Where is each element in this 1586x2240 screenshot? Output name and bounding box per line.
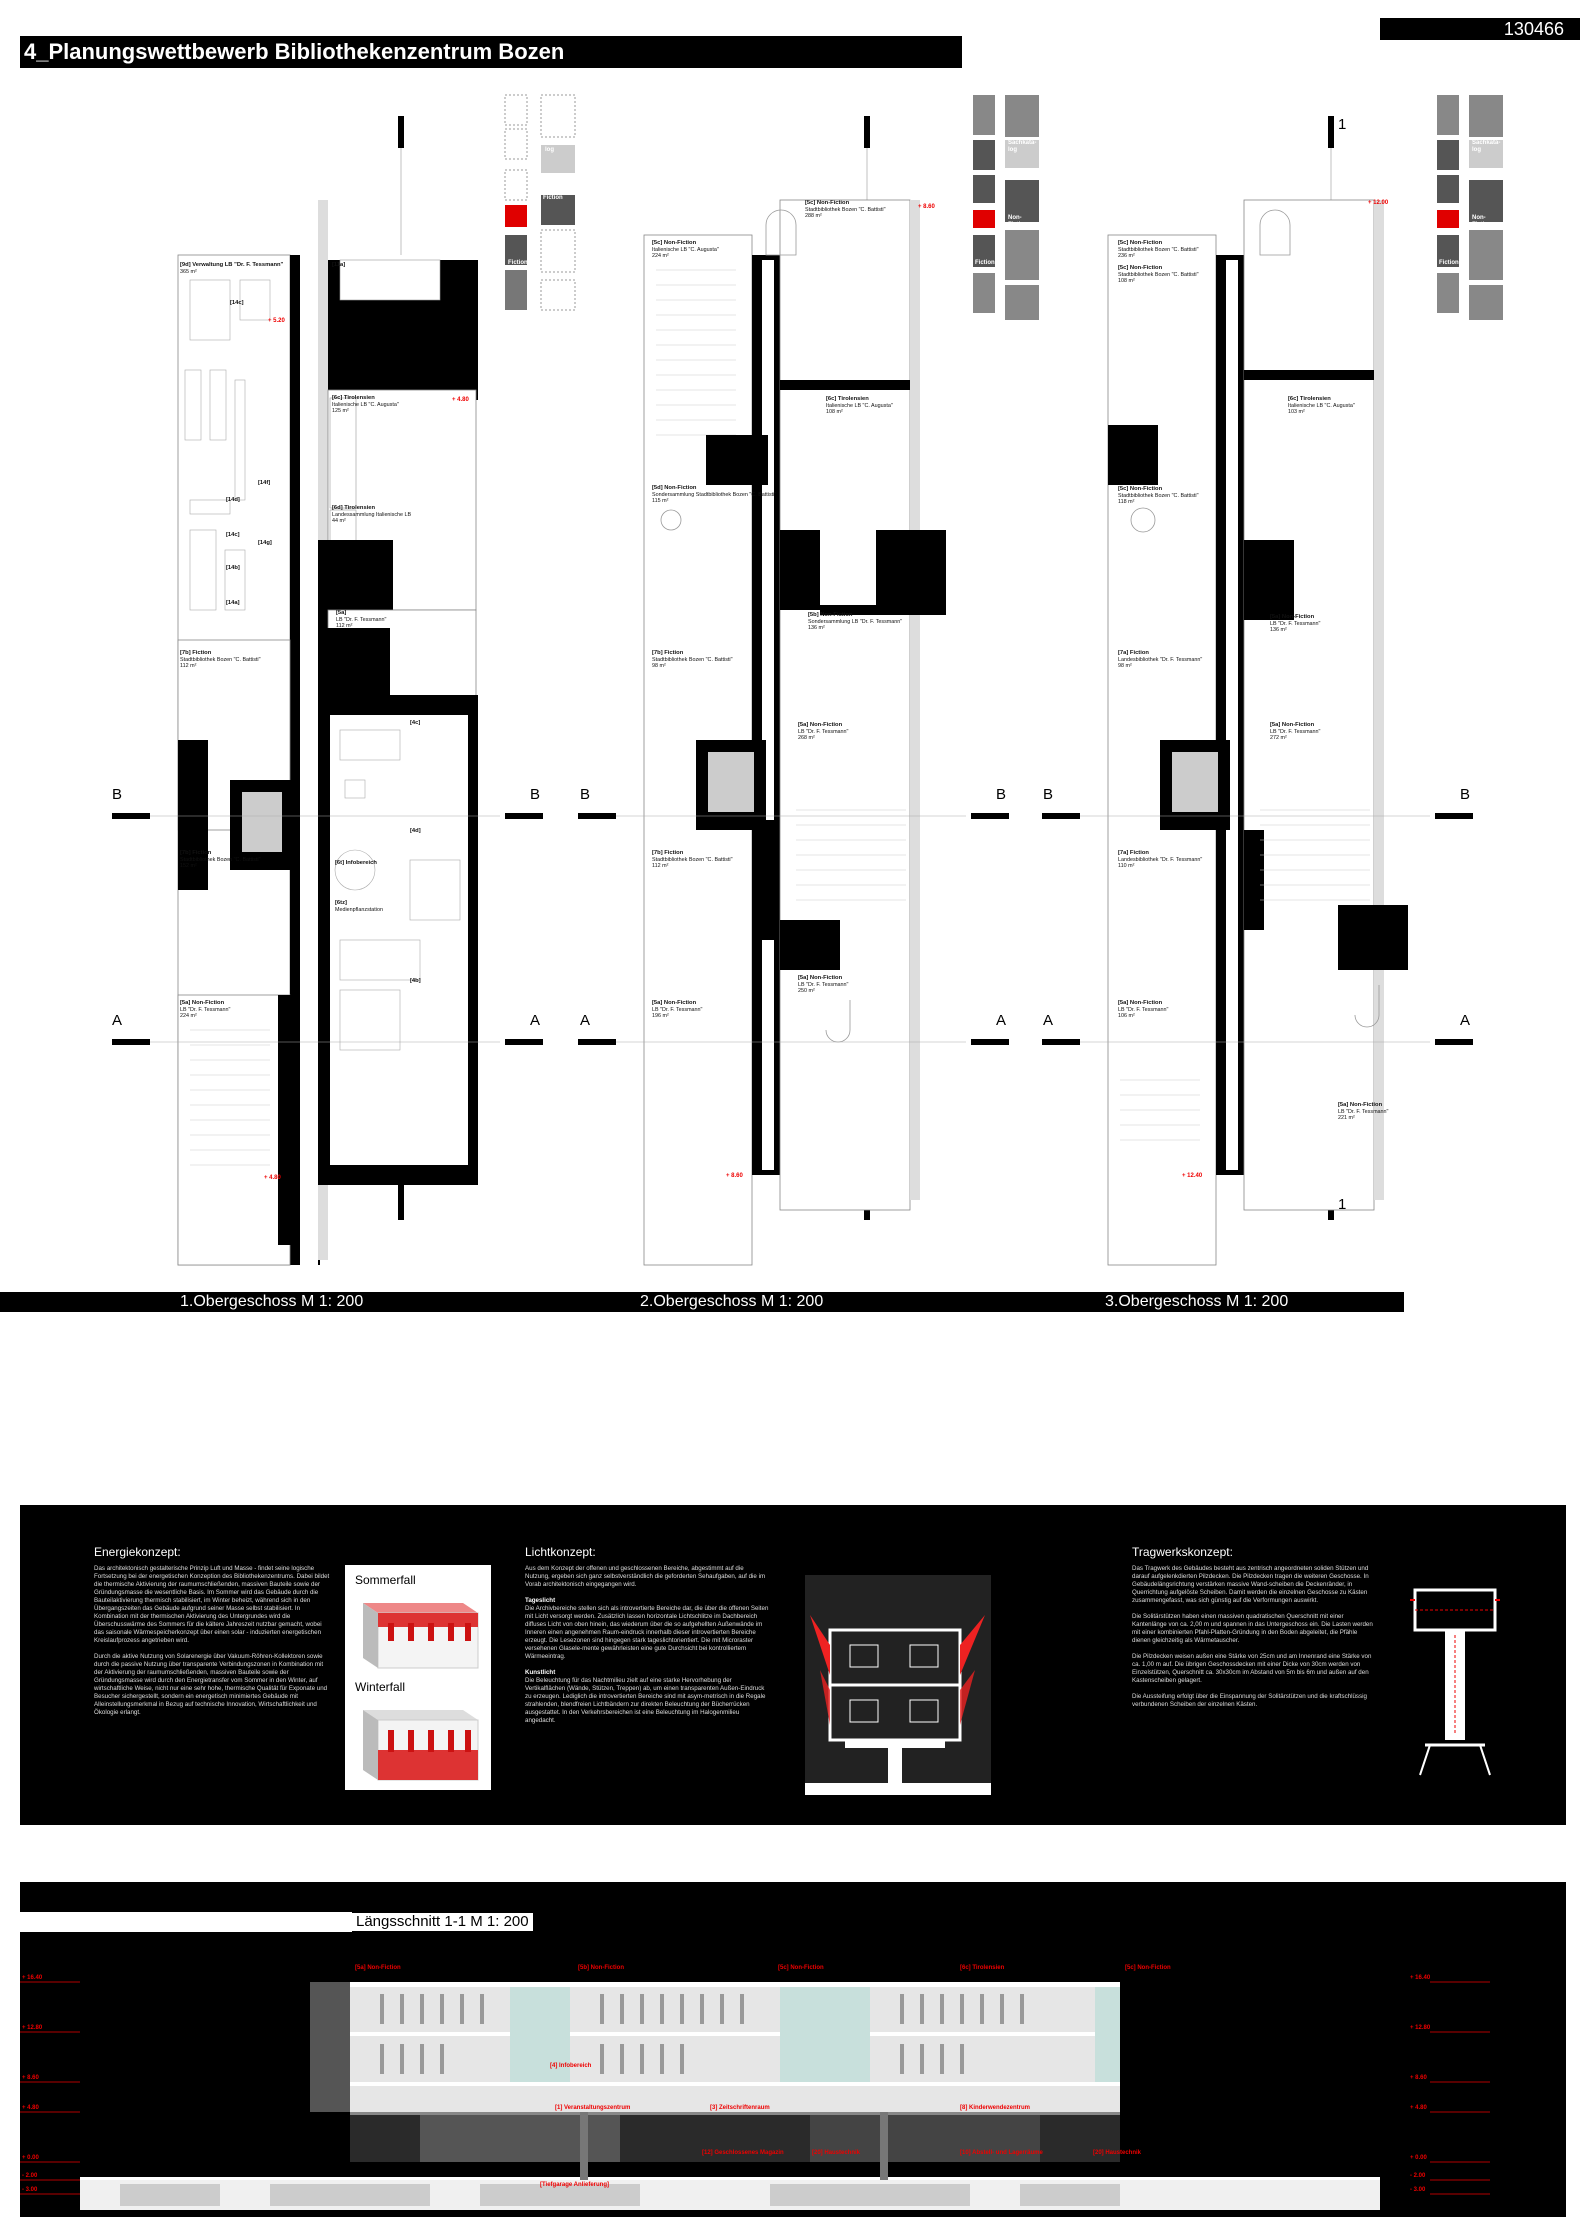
plan1-room-owner: LB "Dr. F. Tessmann" xyxy=(336,616,387,623)
plan1-room-13 xyxy=(410,720,420,727)
plan1-room-7 xyxy=(226,532,240,539)
plan1-room-6 xyxy=(226,497,240,504)
plan1-room-code: [14d] xyxy=(226,497,240,503)
plan2-room-7 xyxy=(652,850,733,870)
plan2-room-6 xyxy=(798,722,848,742)
light-intro: Aus dem Konzept der offenen und geschlossenen Bereiche, abgestimmt auf die Nutzung, ergeben sich ganz selbstverständlich die geforderten Sehaufgaben, auf die im Vorab architektonisch eingegangen wird. xyxy=(525,1565,766,1588)
plan3-room-6 xyxy=(1270,722,1320,742)
energy-text-p2: Durch die aktive Nutzung von Solarenergie über Vakuum-Röhren-Kollektoren sowie durch die passive Nutzung über transparente Verbindungszonen in Kombination mit der Aktivierung der raumumschließenden, massiven Bauteile sowie der Gründungsmasse wird durch den Energietransfer vom Sommer in den Winter, auf wirtschaftliche Weise, nicht nur eine sehr hohe, thermische Qualität für Exponate und Besucher sichergestellt, sondern ein energetisch minimiertes Gebäude mit Alleinstellungsmerkmal in Bezug auf technische Innovation, Wirtschaftlichkeit und Ökologie erlangt. xyxy=(94,1653,328,1716)
section-a-mark-right xyxy=(505,1039,543,1045)
section-b-mark-left xyxy=(112,813,150,819)
plan1-room-code: [14c] xyxy=(230,300,244,306)
captions-bar xyxy=(0,1292,1404,1312)
plan2-room-owner: Sondersammlung LB "Dr. F. Tessmann" xyxy=(808,618,903,625)
axis-1-bottom-mark xyxy=(398,1180,404,1220)
section-room-label: [5c] Non-Fiction xyxy=(1125,1965,1171,1971)
plan3-room-owner: Landesbibliothek "Dr. F. Tessmann" xyxy=(1118,656,1203,663)
plan3-room-5 xyxy=(1118,650,1202,670)
plan3-room-code: [5a] Non-Fiction xyxy=(1118,1000,1163,1006)
plan3-room-owner: LB "Dr. F. Tessmann" xyxy=(1338,1108,1389,1115)
section-title-bar xyxy=(352,1912,1566,1932)
winter-diagram xyxy=(353,1700,483,1785)
plan1-room-16 xyxy=(335,860,377,867)
plan2-room-code: [5c] Non-Fiction xyxy=(805,200,850,206)
structure-p3: Die Pilzdecken weisen außen eine Stärke von 25cm und am Innenrand eine Stärke von ca. 1,00 m auf. Die übrigen Geschossdecken mit einer Dicke von 30cm werden von Einzelstützen, Querschnitt ca. 30x30cm im Abstand von 5m bis 6m und außen auf den Kastenscheiben gelagert. xyxy=(1132,1653,1372,1684)
plan1-room-code: [14b] xyxy=(226,565,240,571)
section-level-left: + 8.60 xyxy=(22,2075,39,2081)
energy-text xyxy=(94,1565,330,1717)
legend1-fiction: Fiction xyxy=(508,260,528,266)
light-section-diagram xyxy=(805,1575,991,1795)
section-room-label: [10] Abstell- und Lagerräume xyxy=(960,2150,1043,2156)
plan2-room-owner: LB "Dr. F. Tessmann" xyxy=(652,1006,703,1013)
plan-1 xyxy=(112,116,543,1265)
plan3-level-bottom: + 12.40 xyxy=(1182,1173,1203,1179)
section-room-label: [5c] Non-Fiction xyxy=(778,1965,824,1971)
plan1-room-area: 152 m² xyxy=(180,863,197,869)
energy-text-p1: Das architektonisch gestalterische Prinzip Luft und Masse - findet seine logische Fortsetzung bei der energetischen Konzeption des Bibliothekenzentrums. Dabei bildet die thermische Aktivierung der raumumschließenden, massiven Bauteile sowie der Gründungsmasse die wesentliche Basis. Im Sommer wird das Gebäude durch die Bauteilaktivierung thermisch stabilisiert, im Winter beheizt, während sich in den Übergangszeiten das Gebäude aufgrund seiner Masse selbst stabilisiert. In Kombination mit der thermischen Aktivierung des Untergrundes wird die Überschusswärme des Sommers für die kältere Jahreszeit nutzbar gemacht, wobei das saisonale Wärmespeicherkonzept über einen solar - induzierten energetischen Kreislaufprozess angetrieben wird. xyxy=(94,1565,330,1644)
section-room-label: [Tiefgarage Anlieferung] xyxy=(540,2182,610,2188)
section-room-label: [8] Kinderwendezentrum xyxy=(960,2105,1031,2111)
plan3-room-area: 108 m² xyxy=(1118,278,1135,284)
plan2-room-code: [5a] Non-Fiction xyxy=(798,975,843,981)
axis-1-bottom: 1 xyxy=(1338,1196,1347,1213)
plan3-room-owner: LB "Dr. F. Tessmann" xyxy=(1118,1006,1169,1013)
plan1-room-code: [11a] xyxy=(332,262,346,268)
artificial-text: Die Beleuchtung für das Nachtmilieu zielt auf eine starke Hervorhebung der Vertikalflächen (Wände, Stützen, Treppen) ab, um einen transparenten Außen-Eindruck zu erzeugen. Lediglich die introvertierten Bereiche sind mit asym-metrisch in die Regale strahlenden, blendfreien Lichtbändern zur direkten Beleuchtung der Bücherrücken ausgestattet. In den Verkehrsbereichen ist eine Beleuchtung im Halogenmilieu angedacht. xyxy=(525,1677,766,1724)
plan1-room-code: [6t] Infobereich xyxy=(335,860,377,866)
legend-plan-1 xyxy=(505,95,575,310)
plan3-room-9 xyxy=(1338,1102,1388,1122)
plan1-room-code: [6tz] xyxy=(335,900,347,906)
plan2-room-5 xyxy=(652,650,733,670)
plan2-room-4 xyxy=(808,612,902,632)
plan2-room-code: [5c] Non-Fiction xyxy=(652,240,697,246)
plan1-room-2 xyxy=(332,262,345,269)
plan2-room-area: 250 m² xyxy=(798,988,815,994)
plan3-room-2 xyxy=(1288,396,1355,416)
plan1-room-18 xyxy=(410,978,421,985)
structure-p1: Das Tragwerk des Gebäudes besteht aus zentrisch angeordneten soliden Stützen und darauf aufgelenkdierten Pilzdecken. Die Pilzdecken tragen die weiteren Geschosse. In Gebäudelängsrichtung verstärken massive Wand-scheiben die Deckenränder, in Querrichtung aufgelöste Scheiben. Damit werden die einzelnen Geschosse zu Kästen zusammengefasst, was sich günstig auf die Verformungen auswirkt. xyxy=(1132,1565,1369,1604)
section-level-right: - 3.00 xyxy=(1410,2187,1426,2193)
legend3-sach: Sachkata- log xyxy=(1472,140,1501,153)
section-level-right: + 8.60 xyxy=(1410,2075,1427,2081)
plan2-room-owner: Italienische LB "C. Augusta" xyxy=(826,402,893,409)
section-top-bar xyxy=(20,1882,1566,1912)
plan1-room-19 xyxy=(180,1000,230,1020)
plan2-room-9 xyxy=(652,1000,702,1020)
longitudinal-section xyxy=(20,1932,1566,2217)
plan3-room-area: 221 m² xyxy=(1338,1115,1355,1121)
section-title: Längsschnitt 1-1 M 1: 200 xyxy=(352,1913,533,1931)
plan2-room-code: [5d] Non-Fiction xyxy=(652,485,697,491)
plan3-room-area: 272 m² xyxy=(1270,735,1287,741)
plan3-room-code: [5c] Non-Fiction xyxy=(1118,265,1163,271)
plan3-room-owner: LB "Dr. F. Tessmann" xyxy=(1270,728,1321,735)
plan1-room-code: [5a] xyxy=(336,610,347,616)
section-level-left: - 3.00 xyxy=(22,2187,38,2193)
plan1-room-code: [4b] xyxy=(410,978,421,984)
legend1-sach: Sachkata- log xyxy=(545,140,574,153)
plan1-room-3 xyxy=(332,395,399,415)
caption-plan-3: 3.Obergeschoss M 1: 200 xyxy=(1105,1293,1289,1310)
section-level-left: + 0.00 xyxy=(22,2155,39,2161)
plan2-room-owner: Stadtbibliothek Bozen "C. Battisti" xyxy=(652,656,733,663)
plan3-room-area: 110 m² xyxy=(1118,863,1135,869)
axis-a-right-2: A xyxy=(996,1012,1007,1029)
daylight-heading: Tageslicht xyxy=(525,1597,556,1604)
plan1-room-code: [14a] xyxy=(226,600,240,606)
section-level-left: + 16.40 xyxy=(22,1975,43,1981)
plan2-room-3 xyxy=(652,485,776,505)
plan1-room-14 xyxy=(410,828,421,835)
plan3-room-area: 106 m² xyxy=(1118,1013,1135,1019)
plan2-room-area: 288 m² xyxy=(805,213,822,219)
axis-b-left-3: B xyxy=(1043,786,1054,803)
concept-panel xyxy=(20,1505,1566,1825)
section-room-label: [20] Haustechnik xyxy=(812,2150,861,2156)
plan2-room-area: 196 m² xyxy=(652,1013,669,1019)
summer-diagram xyxy=(353,1593,483,1673)
plan1-room-owner: Italienische LB "C. Augusta" xyxy=(332,401,399,408)
plan3-room-area: 136 m² xyxy=(1270,627,1287,633)
plan1-room-12 xyxy=(180,650,261,670)
plan1-room-area: 44 m² xyxy=(332,518,346,524)
section-level-right: + 0.00 xyxy=(1410,2155,1427,2161)
plan1-room-10 xyxy=(226,600,240,607)
plan1-room-0 xyxy=(180,262,283,275)
plan3-room-owner: Stadtbibliothek Bozen "C. Battisti" xyxy=(1118,246,1199,253)
plan1-room-code: [4c] xyxy=(410,720,421,726)
plan1-room-owner: Landessammlung Italienische LB xyxy=(332,511,412,518)
page-title: 4_Planungswettbewerb Bibliothekenzentrum Bozen xyxy=(20,36,962,68)
plan3-room-code: [7a] Fiction xyxy=(1118,850,1149,856)
legend2-sach: Sachkata- log xyxy=(1008,140,1037,153)
axis-b-right-3: B xyxy=(1460,786,1471,803)
section-level-left: - 2.00 xyxy=(22,2173,38,2179)
plan1-room-owner: Stadtbibliothek Bozen "C. Battisti" xyxy=(180,656,261,663)
legend2-fiction: Fiction xyxy=(975,260,995,266)
plan1-room-owner: Stadtbibliothek Bozen "C. Battisti" xyxy=(180,856,261,863)
section-room-label: [5b] Non-Fiction xyxy=(578,1965,624,1971)
plan2-level-top: + 8.60 xyxy=(918,204,935,210)
plan2-room-code: [6c] Tirolensien xyxy=(826,396,869,402)
plan3-room-0 xyxy=(1118,240,1199,260)
energy-diagrams xyxy=(345,1565,491,1790)
structure-p4: Die Aussteifung erfolgt über die Einspannung der Solitärstützen und die kraftschlüssig verbundenen Scheiben der einzelnen Kästen. xyxy=(1132,1693,1367,1708)
section-b-mark-right xyxy=(505,813,543,819)
plan2-room-area: 115 m² xyxy=(652,498,669,504)
section-a-mark-left xyxy=(112,1039,150,1045)
legend-plan-3 xyxy=(1437,95,1503,320)
summer-label: Sommerfall xyxy=(355,1573,416,1587)
plan1-room-8 xyxy=(258,540,272,547)
plan1-room-17 xyxy=(335,900,383,913)
axis-1-top: 1 xyxy=(1338,116,1347,133)
plan2-room-owner: LB "Dr. F. Tessmann" xyxy=(798,728,849,735)
plan3-room-area: 103 m² xyxy=(1288,409,1305,415)
plan1-room-code: [4d] xyxy=(410,828,421,834)
plan3-room-code: [5a] Non-Fiction xyxy=(1338,1102,1383,1108)
structure-text xyxy=(1132,1565,1376,1709)
plan2-room-area: 112 m² xyxy=(652,863,669,869)
structure-title: Tragwerkskonzept: xyxy=(1132,1545,1233,1559)
plan3-room-owner: Stadtbibliothek Bozen "C. Battisti" xyxy=(1118,492,1199,499)
plan2-room-0 xyxy=(805,200,886,220)
plan3-room-owner: Italienische LB "C. Augusta" xyxy=(1288,402,1355,409)
section-level-right: - 2.00 xyxy=(1410,2173,1426,2179)
plan1-room-4 xyxy=(332,505,411,525)
axis-a-left-3: A xyxy=(1043,1012,1054,1029)
plan3-room-8 xyxy=(1118,1000,1168,1020)
section-level-left: + 4.80 xyxy=(22,2105,39,2111)
plan3-room-owner: LB "Dr. F. Tessmann" xyxy=(1270,620,1321,627)
plan1-room-area: 125 m² xyxy=(332,408,349,414)
axis-b-left-2: B xyxy=(580,786,591,803)
plan2-room-owner: Stadtbibliothek Bozen "C. Battisti" xyxy=(652,856,733,863)
plan3-room-7 xyxy=(1118,850,1202,870)
section-room-label: [12] Geschlossenes Magazin xyxy=(702,2150,784,2156)
plan2-room-area: 268 m² xyxy=(798,735,815,741)
plan2-room-area: 108 m² xyxy=(826,409,843,415)
plan3-room-owner: Landesbibliothek "Dr. F. Tessmann" xyxy=(1118,856,1203,863)
plan3-room-code: [5a] Non-Fiction xyxy=(1270,722,1315,728)
plan2-room-owner: Stadtbibliothek Bozen "C. Battisti" xyxy=(805,206,886,213)
plan1-room-area: 112 m² xyxy=(180,663,197,669)
artificial-heading: Kunstlicht xyxy=(525,1669,556,1676)
axis-a-right-1: A xyxy=(530,1012,541,1029)
structure-p2: Die Solitärstützen haben einen massiven quadratischen Querschnitt mit einer Kantenlänge von ca. 2,00 m und spannen in das Untergeschoss ein. Die Lasten werden mit einer kombinierten Pfahl-Platten-Gründung in den Boden abgeleitet, die Pfähle dienen gleichzeitig als Wärmetauscher. xyxy=(1132,1613,1373,1644)
plan1-room-code: [14c] xyxy=(226,532,240,538)
section-room-label: [4] Infobereich xyxy=(550,2063,592,2069)
plan3-room-code: [7a] Fiction xyxy=(1118,650,1149,656)
legend3-fiction: Fiction xyxy=(1439,260,1459,266)
axis-a-right-3: A xyxy=(1460,1012,1471,1029)
caption-plan-2: 2.Obergeschoss M 1: 200 xyxy=(640,1293,824,1310)
light-title: Lichtkonzept: xyxy=(525,1545,596,1559)
plan3-level-top: + 12.00 xyxy=(1368,200,1389,206)
axis-a-left-1: A xyxy=(112,1012,123,1029)
section-level-right: + 16.40 xyxy=(1410,1975,1431,1981)
plan1-level-top: + 5.20 xyxy=(268,318,285,324)
winter-label: Winterfall xyxy=(355,1680,406,1694)
plan1-room-area: 224 m² xyxy=(180,1013,197,1019)
daylight-text: Die Archivbereiche stellen sich als introvertierte Bereiche dar, die über die offenen Seiten mit Licht versorgt werden. Zusätzlich lassen horizontale Lichtschlitze im Dachbereich diffuses Licht von oben hinein, das wiederum über die so aufgehellten Außenwände im Inneren einen angenehmen Raum-eindruck innerhalb dieser introvertierten Bereiche erzeugt. Die Lesezonen sind hingegen stark tageslichtorientiert. Die mit Microraster versehenen Glasele-mente gewährleisten eine gute Durchsicht bei kontrolliertem Wärmeeintrag. xyxy=(525,1605,769,1660)
section-room-label: [5a] Non-Fiction xyxy=(355,1965,401,1971)
section-level-left: + 12.80 xyxy=(22,2025,43,2031)
plan2-room-area: 98 m² xyxy=(652,663,666,669)
legend3-nonfiction: Non- Fiction xyxy=(1472,215,1492,228)
energy-title: Energiekonzept: xyxy=(94,1545,181,1559)
plan1-room-5 xyxy=(258,480,270,487)
plan1-room-15 xyxy=(180,850,261,870)
plan2-room-code: [7b] Fiction xyxy=(652,850,684,856)
plan-3 xyxy=(1042,116,1473,1265)
plan3-room-4 xyxy=(1270,614,1320,634)
section-room-label: [1] Veranstaltungszentrum xyxy=(555,2105,631,2111)
plan1-room-code: [7b] Fiction xyxy=(180,650,212,656)
plan1-room-owner: Medienpflanzstation xyxy=(335,906,383,913)
plan2-room-area: 224 m² xyxy=(652,253,669,259)
axis-b-right-2: B xyxy=(996,786,1007,803)
legend2-nonfiction: Non- Fiction xyxy=(1008,215,1028,228)
plan3-room-area: 118 m² xyxy=(1118,499,1135,505)
plan3-room-area: 236 m² xyxy=(1118,253,1135,259)
plan1-room-code: [14g] xyxy=(258,540,272,546)
light-text xyxy=(525,1565,769,1725)
plan1-room-code: [14f] xyxy=(258,480,271,486)
axis-1-top-mark xyxy=(398,116,404,148)
plan2-room-code: [7b] Fiction xyxy=(652,650,684,656)
plan3-room-1 xyxy=(1118,265,1199,285)
plan3-room-code: [6c] Tirolensien xyxy=(1288,396,1331,402)
plan3-room-code: [5c] Non-Fiction xyxy=(1118,240,1163,246)
plan2-room-area: 136 m² xyxy=(808,625,825,631)
plan1-room-code: [7b] Fiction xyxy=(180,850,212,856)
plan1-room-11 xyxy=(336,610,386,630)
plan2-room-owner: LB "Dr. F. Tessmann" xyxy=(798,981,849,988)
plan1-room-code: [5a] Non-Fiction xyxy=(180,1000,225,1006)
plan2-room-code: [5a] Non-Fiction xyxy=(652,1000,697,1006)
section-room-label: [20] Haustechnik xyxy=(1093,2150,1142,2156)
plan2-room-code: [5b] Non-Fiction xyxy=(808,612,853,618)
floor-plans-drawing xyxy=(0,80,1586,1280)
plan1-level-bottom: + 4.80 xyxy=(264,1175,281,1181)
caption-plan-1: 1.Obergeschoss M 1: 200 xyxy=(180,1293,364,1310)
plan1-level-mid: + 4.80 xyxy=(452,397,469,403)
plan2-room-8 xyxy=(798,975,848,995)
plan2-room-owner: Sondersammlung Stadtbibliothek Bozen "C. Battisti" xyxy=(652,491,777,498)
plan3-room-area: 98 m² xyxy=(1118,663,1132,669)
axis-a-left-2: A xyxy=(580,1012,591,1029)
section-level-right: + 4.80 xyxy=(1410,2105,1427,2111)
section-room-label: [3] Zeitschriftenraum xyxy=(710,2105,770,2111)
section-room-label: [6c] Tirolensien xyxy=(960,1965,1005,1971)
legend1-nonfiction: Non- Fiction xyxy=(543,188,563,201)
structure-diagram xyxy=(1405,1580,1505,1780)
plan2-room-owner: Italienische LB "C. Augusta" xyxy=(652,246,719,253)
plan3-room-code: [5a] Non-Fiction xyxy=(1270,614,1315,620)
project-number: 130466 xyxy=(1380,18,1580,40)
plan3-room-code: [5c] Non-Fiction xyxy=(1118,486,1163,492)
plan1-room-code: [6d] Tirolensien xyxy=(332,505,376,511)
plan2-room-1 xyxy=(652,240,719,260)
axis-b-right-1: B xyxy=(530,786,541,803)
plan3-room-3 xyxy=(1118,486,1199,506)
plan1-room-area: 365 m² xyxy=(180,268,197,275)
plan1-room-9 xyxy=(226,565,240,572)
plan1-room-area: 112 m² xyxy=(336,623,353,629)
legend-plan-2 xyxy=(973,95,1039,320)
plan1-room-owner: LB "Dr. F. Tessmann" xyxy=(180,1006,231,1013)
plan1-room-1 xyxy=(230,300,244,307)
plan3-room-owner: Stadtbibliothek Bozen "C. Battisti" xyxy=(1118,271,1199,278)
plan-2 xyxy=(578,116,1009,1265)
axis-b-left-1: B xyxy=(112,786,123,803)
plan1-room-code: [6c] Tirolensien xyxy=(332,395,375,401)
plan2-room-2 xyxy=(826,396,893,416)
plan1-room-code: [9d] Verwaltung LB "Dr. F. Tessmann" xyxy=(180,262,284,268)
plan2-room-code: [5a] Non-Fiction xyxy=(798,722,843,728)
section-level-right: + 12.80 xyxy=(1410,2025,1431,2031)
plan2-level-bottom: + 8.60 xyxy=(726,1173,743,1179)
